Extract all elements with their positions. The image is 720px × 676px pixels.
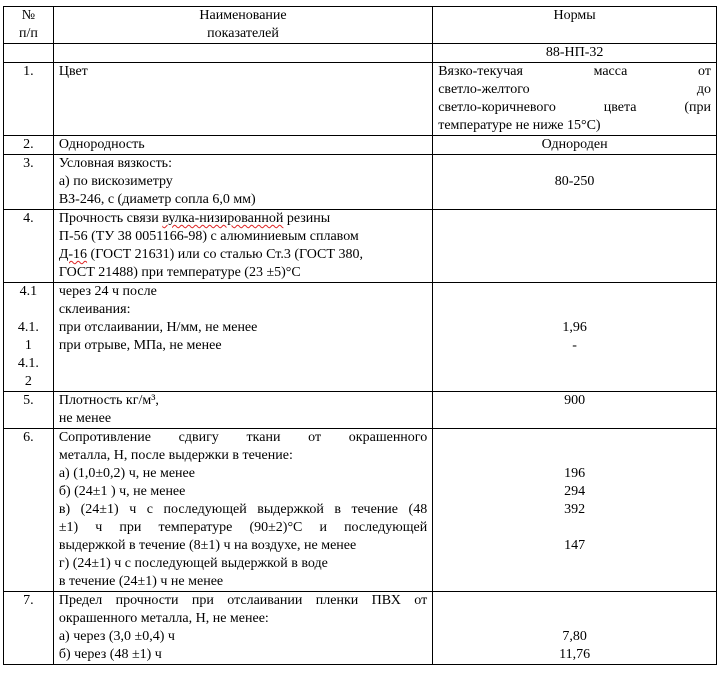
name-line: не менее [58,411,112,426]
row-name [53,392,432,429]
name-line: при отрыве, МПа, не менее [58,338,222,353]
name-line: б) через (48 ±1) ч [58,647,162,662]
value-line: 392 [564,502,586,517]
row-value: 900 [433,392,717,429]
name-line: в) (24±1) ч с последующей выдержкой в течение (48 [58,502,428,517]
row-name [53,283,432,392]
header-num-label: № [21,8,36,23]
value-line: 1,96 [562,320,587,335]
value-line: температуре не ниже 15°С) [438,118,601,133]
table-row [4,155,717,210]
name-line: окрашенного металла, Н, не менее: [58,611,269,626]
row-value [433,63,717,136]
name-line: ГОСТ 21488) при температуре (23 ±5)°С [58,265,301,280]
name-line: ±1) ч при температуре (90±2)°С и последующей [58,520,428,535]
row-name [53,155,432,210]
row-name: Однородность [53,136,432,155]
value-line: 7,80 [562,629,587,644]
table-row [4,63,717,136]
table-header-row [4,7,717,44]
name-line: а) по вискозиметру [58,174,173,189]
row-number: 2. [4,136,54,155]
header-empty-cell [53,44,432,63]
number-line: 4.1. [17,320,39,335]
table-row [4,283,717,392]
row-value [433,429,717,592]
header-norms-cell [433,7,717,44]
row-value [433,592,717,665]
name-line: б) (24±1 ) ч, не менее [58,484,186,499]
name-line: через 24 ч после [58,284,157,299]
value-line: 80-250 [554,174,595,189]
row-name [53,210,432,283]
name-text: Прочность связи [58,211,163,226]
document-page [0,6,720,665]
row-name: Цвет [53,63,432,136]
row-name [53,429,432,592]
value-line: Вязко-текучая масса от [438,64,711,79]
table-row [4,136,717,155]
name-line: Условная вязкость: [58,156,172,171]
row-number: 6. [4,429,54,592]
row-number: 3. [4,155,54,210]
value-line: 147 [564,538,586,553]
table-row [4,392,717,429]
header-name-label: Наименование [199,8,287,23]
name-text: резины [283,211,331,226]
name-text: (ГОСТ 21631) или со сталью Ст.3 (ГОСТ 380, [87,247,363,262]
name-line: ВЗ-246, с (диаметр сопла 6,0 мм) [58,192,256,207]
name-line: а) через (3,0 ±0,4) ч [58,629,175,644]
row-number: 5. [4,392,54,429]
header-num-sublabel: п/п [18,26,38,41]
header-empty-cell [4,44,54,63]
value-line: светло-желтого до [438,82,711,97]
name-line: при отслаивании, Н/мм, не менее [58,320,258,335]
row-value [433,155,717,210]
name-line: Предел прочности при отслаивании пленки ПВХ от [58,593,428,608]
row-number: 1. [4,63,54,136]
specification-table [3,6,717,665]
header-num-cell [4,7,54,44]
value-line: 196 [564,466,586,481]
number-line: 4.1 [19,284,38,299]
name-line: Плотность кг/м³, [58,393,159,408]
name-line: П-56 (ТУ 38 0051166-98) с алюминиевым сплавом [58,229,359,244]
row-value [433,283,717,392]
name-line [59,210,427,228]
row-number: 4. [4,210,54,283]
name-line: Сопротивление сдвигу ткани от окрашенного [58,430,428,445]
table-row [4,429,717,592]
number-line: 2 [24,374,32,389]
row-number: 7. [4,592,54,665]
table-row [4,592,717,665]
name-line: склеивания: [58,302,131,317]
name-line: в течение (24±1) ч не менее [58,574,224,589]
name-line: металла, Н, после выдержки в течение: [58,448,293,463]
value-line: 294 [564,484,586,499]
row-value: Однороден [433,136,717,155]
row-value [433,210,717,283]
header-grade-cell [433,44,717,63]
header-norms-label: Нормы [553,8,596,23]
header-grade: 88-НП-32 [545,45,604,60]
number-line: 1 [24,338,32,353]
header-name-sublabel: показателей [207,26,279,41]
table-row [4,210,717,283]
value-line: - [572,338,577,353]
value-line: светло-коричневого цвета (при [438,100,711,115]
spell-flagged-word: Д-16 [58,247,88,262]
spell-flagged-word: вулка-низированной [162,211,284,226]
value-line: 11,76 [559,647,591,662]
table-header-grade-row [4,44,717,63]
name-line [59,246,427,264]
row-name [53,592,432,665]
header-name-cell [53,7,432,44]
number-line: 4.1. [17,356,39,371]
name-line: а) (1,0±0,2) ч, не менее [58,466,195,481]
row-number [4,283,54,392]
name-line: выдержкой в течение (8±1) ч на воздухе, не менее [58,538,357,553]
name-line: г) (24±1) ч с последующей выдержкой в воде [58,556,328,571]
